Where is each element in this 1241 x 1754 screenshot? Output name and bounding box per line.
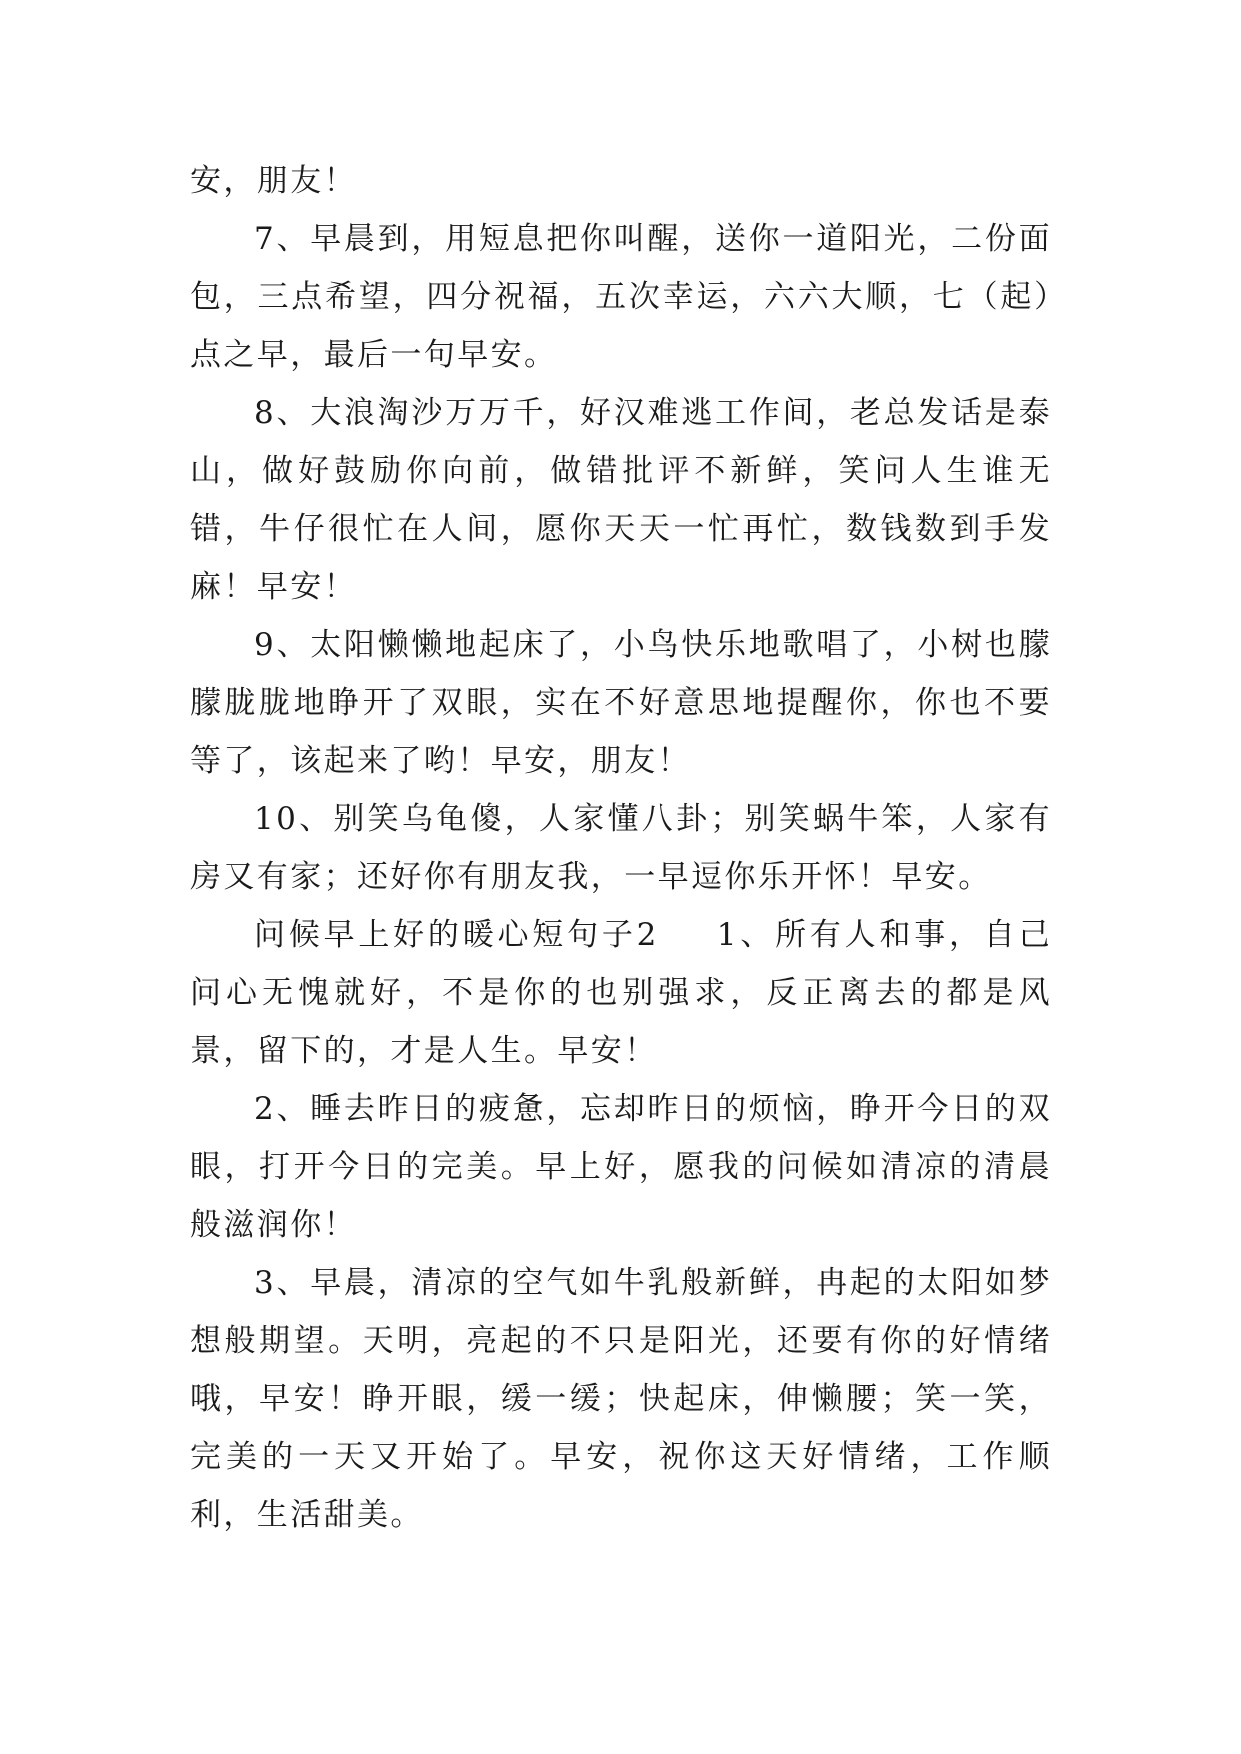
paragraph-7: 2、睡去昨日的疲惫，忘却昨日的烦恼，睁开今日的双眼，打开今日的完美。早上好，愿我的问候如清凉的清晨般滋润你！ xyxy=(190,1091,1052,1243)
paragraph-2: 7、早晨到，用短息把你叫醒，送你一道阳光，二份面包，三点希望，四分祝福，五次幸运，六六大顺，七（起）点之早，最后一句早安。 xyxy=(190,221,1052,373)
paragraph-1: 安，朋友！ xyxy=(190,163,357,199)
paragraph-6-text: 1、所有人和事，自己问心无愧就好，不是你的也别强求，反正离去的都是风景，留下的，才是人生。早安！ xyxy=(190,917,1052,1069)
paragraph-3: 8、大浪淘沙万万千，好汉难逃工作间，老总发话是泰山，做好鼓励你向前，做错批评不新鲜，笑问人生谁无错，牛仔很忙在人间，愿你天天一忙再忙，数钱数到手发麻！早安！ xyxy=(190,395,1052,605)
paragraph-4: 9、太阳懒懒地起床了，小鸟快乐地歌唱了，小树也朦朦胧胧地睁开了双眼，实在不好意思地提醒你，你也不要等了，该起来了哟！早安，朋友！ xyxy=(190,627,1052,779)
paragraph-5: 10、别笑乌龟傻，人家懂八卦；别笑蜗牛笨，人家有房又有家；还好你有朋友我，一早逗你乐开怀！早安。 xyxy=(190,801,1052,895)
document-body xyxy=(190,152,1052,1544)
paragraph-6 xyxy=(190,906,1052,1080)
section-heading: 问候早上好的暖心短句子2 xyxy=(254,917,659,953)
paragraph-8: 3、早晨，清凉的空气如牛乳般新鲜，冉起的太阳如梦想般期望。天明，亮起的不只是阳光，还要有你的好情绪哦，早安！睁开眼，缓一缓；快起床，伸懒腰；笑一笑，完美的一天又开始了。早安，祝你这天好情绪，工作顺利，生活甜美。 xyxy=(190,1265,1052,1533)
